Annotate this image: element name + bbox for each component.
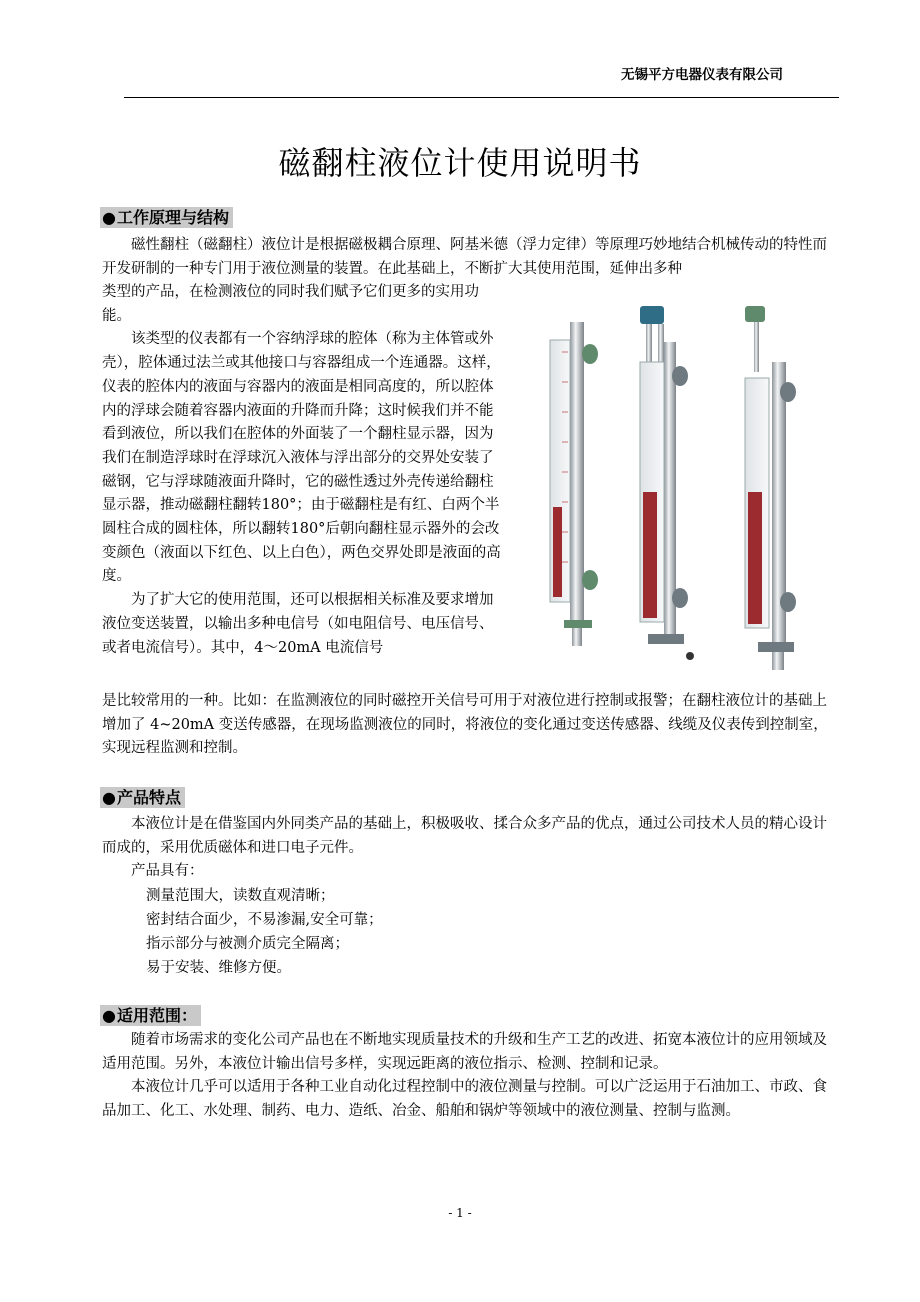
features-list [146,884,383,980]
features-paragraph [102,813,840,884]
list-item: 密封结合面少，不易渗漏,安全可靠； [146,912,383,928]
section-heading-text: 产品特点 [116,788,181,807]
paragraph-text: 类型的产品，在检测液位的同时我们赋予它们更多的实用功能。 [102,284,479,324]
paragraph-text: 该类型的仪表都有一个容纳浮球的腔体（称为主体管或外壳），腔体通过法兰或其他接口与容器组成一个连通器。这样，仪表的腔体内的液面与容器内的液面是相同高度的，所以腔体内的浮球会随着容器内液面的升降而升降；这时候我们并不能看到液位，所以我们在腔体的外面装了一个翻柱显示器，因为我们在制造浮球时在浮球沉入液体与浮出部分的交界处安装了磁钢，它与浮球随液面升降时，它的磁性透过外壳传递给翻柱显示器，推动磁翻柱翻转180°；由于磁翻柱是有红、白两个半圆柱合成的圆柱体，所以翻转180°后朝向翻柱显示器外的会改变颜色（液面以下红色、以上白色），两色交界处即是液面的高度。 [102,331,501,585]
principle-paragraph-3 [102,690,840,761]
paragraph-text: 随着市场需求的变化公司产品也在不断地实现质量技术的升级和生产工艺的改进、拓宽本液位计的应用领域及适用范围。另外，本液位计输出信号多样，实现远距离的液位指示、检测、控制和记录。 [102,1032,827,1072]
principle-paragraph-1 [102,234,840,281]
section-heading-text: 适用范围： [116,1006,197,1025]
list-item: 易于安装、维修方便。 [146,960,291,976]
section-heading-text: 工作原理与结构 [116,208,229,227]
paragraph-text: 本液位计几乎可以适用于各种工业自动化过程控制中的液位测量与控制。可以广泛运用于石油加工、市政、食品加工、化工、水处理、制药、电力、造纸、冶金、船舶和锅炉等领域中的液位测量、控制与监测。 [102,1079,827,1120]
paragraph-text: 产品具有： [131,863,204,880]
principle-column-text [102,281,506,660]
gauge-right [745,306,796,670]
applications-paragraph [102,1029,840,1124]
paragraph-text: 本液位计是在借鉴国内外同类产品的基础上，积极吸收、揉合众多产品的优点，通过公司技术人员的精心设计而成的，采用优质磁体和进口电子元件。 [102,816,827,856]
page-number: - 1 - [448,1206,472,1220]
bullet-icon: ● [102,788,116,807]
level-gauge-photo [540,302,816,678]
section-heading-features [100,787,185,808]
section-heading-applications [100,1005,201,1026]
document-title: 磁翻柱液位计使用说明书 [278,144,642,182]
list-item: 指示部分与被测介质完全隔离； [146,936,349,952]
bullet-icon: ● [102,1006,116,1025]
section-heading-principle [100,207,233,228]
company-name: 无锡平方电器仪表有限公司 [621,67,783,83]
header-rule [124,97,839,98]
paragraph-text: 为了扩大它的使用范围，还可以根据相关标准及要求增加液位变送装置，以输出多种电信号（如电阻信号、电压信号、或者电流信号）。其中，4～20mA 电流信号 [102,592,494,656]
paragraph-text: 磁性翻柱（磁翻柱）液位计是根据磁极耦合原理、阿基米德（浮力定律）等原理巧妙地结合机械传动的特性而开发研制的一种专门用于液位测量的装置。在此基础上，不断扩大其使用范围，延伸出多种 [102,237,827,277]
list-item: 测量范围大，读数直观清晰； [146,888,335,904]
gauge-middle [640,306,694,660]
paragraph-text: 是比较常用的一种。比如：在监测液位的同时磁控开关信号可用于对液位进行控制或报警；在翻柱液位计的基础上增加了 4~20mA 变送传感器，在现场监测液位的同时，将液位的变化通过变送传感器、线缆及仪表传到控制室，实现远程监测和控制。 [102,693,828,757]
gauge-left [550,322,598,646]
bullet-icon: ● [102,208,116,227]
